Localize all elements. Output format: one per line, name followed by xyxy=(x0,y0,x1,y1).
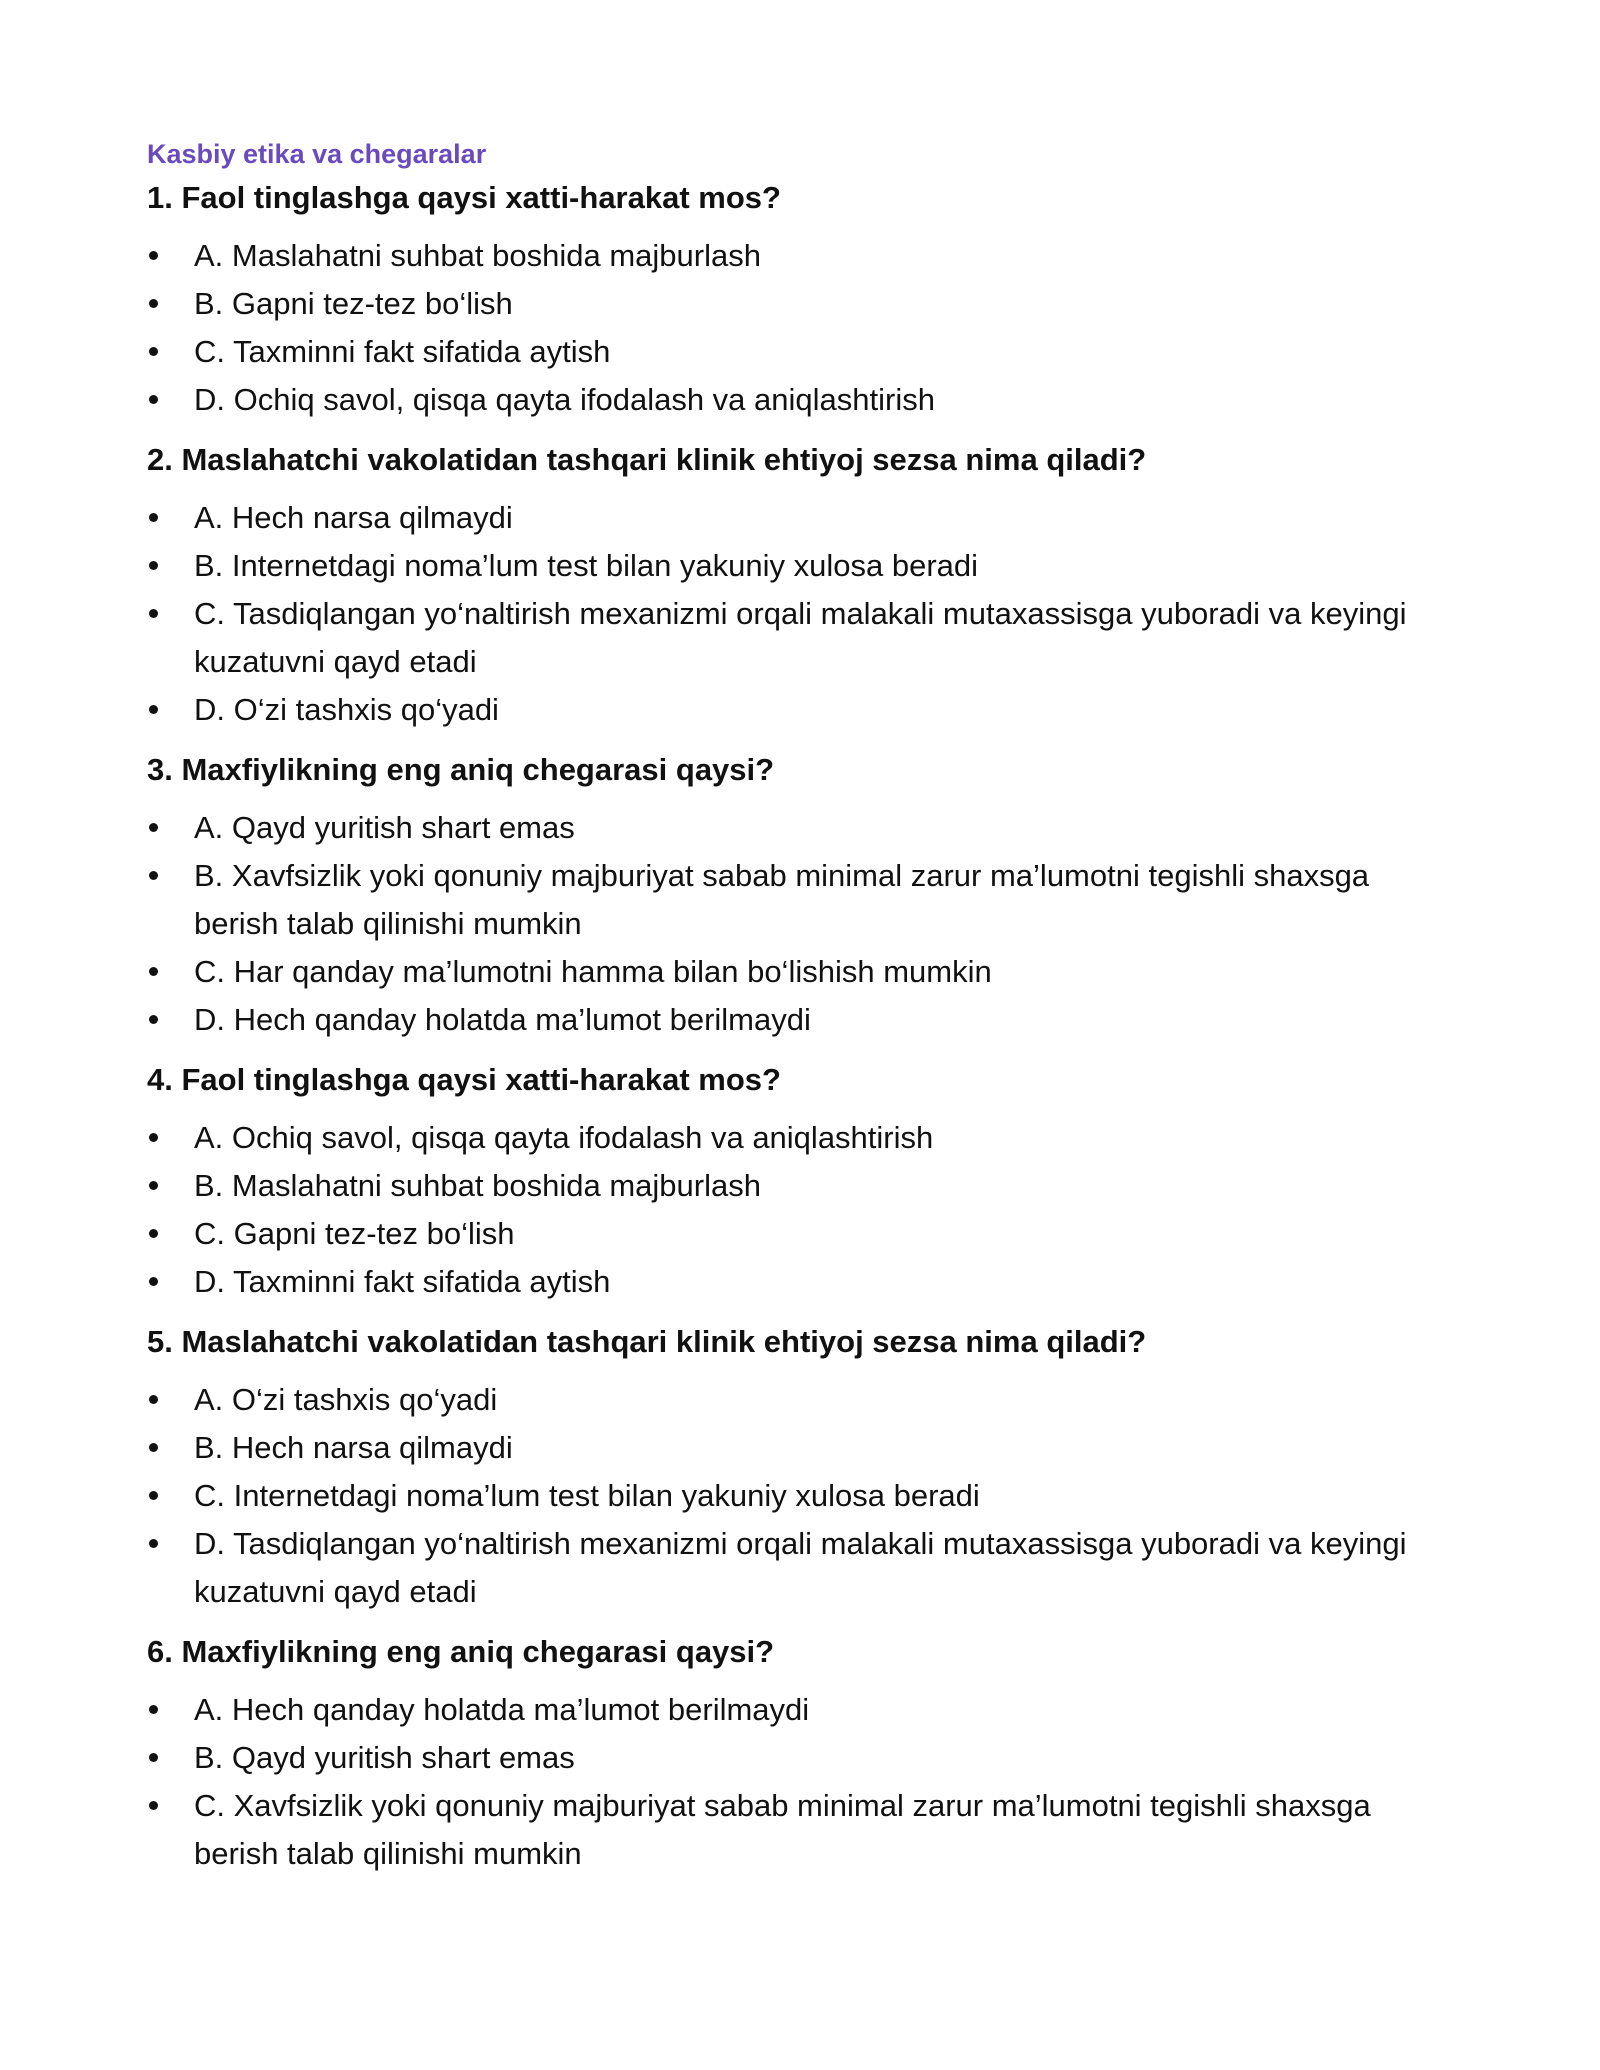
option-item xyxy=(147,1472,1407,1520)
bullet-icon xyxy=(149,347,158,356)
question-block xyxy=(147,750,1407,1044)
bullet-icon xyxy=(149,967,158,976)
question-title: 2. Maslahatchi vakolatidan tashqari klinik ehtiyoj sezsa nima qiladi? xyxy=(147,442,1147,477)
bullet-icon xyxy=(149,1705,158,1714)
question-title: 1. Faol tinglashga qaysi xatti-harakat mos? xyxy=(147,180,781,215)
question-block xyxy=(147,1060,1407,1306)
option-text: C. Taxminni fakt sifatida aytish xyxy=(194,334,611,369)
bullet-icon xyxy=(149,299,158,308)
option-item xyxy=(147,948,1407,996)
option-text: D. Ochiq savol, qisqa qayta ifodalash va aniqlashtirish xyxy=(194,382,935,417)
option-text: B. Qayd yuritish shart emas xyxy=(194,1740,575,1775)
option-text: C. Internetdagi noma’lum test bilan yakuniy xulosa beradi xyxy=(194,1478,980,1513)
option-text: A. Qayd yuritish shart emas xyxy=(194,810,575,845)
option-item xyxy=(147,1686,1407,1734)
option-item xyxy=(147,328,1407,376)
option-text: B. Hech narsa qilmaydi xyxy=(194,1430,513,1465)
option-text: B. Gapni tez-tez bo‘lish xyxy=(194,286,513,321)
option-text: D. Hech qanday holatda ma’lumot berilmaydi xyxy=(194,1002,811,1037)
bullet-icon xyxy=(149,1539,158,1548)
bullet-icon xyxy=(149,1229,158,1238)
bullet-icon xyxy=(149,1277,158,1286)
option-item xyxy=(147,1520,1407,1616)
option-text: C. Har qanday ma’lumotni hamma bilan bo‘lishish mumkin xyxy=(194,954,992,989)
bullet-icon xyxy=(149,513,158,522)
option-list xyxy=(147,232,1407,424)
option-list xyxy=(147,1376,1407,1616)
question-title: 3. Maxfiylikning eng aniq chegarasi qaysi? xyxy=(147,752,775,787)
option-item xyxy=(147,542,1407,590)
bullet-icon xyxy=(149,1753,158,1762)
option-text: B. Xavfsizlik yoki qonuniy majburiyat sabab minimal zarur ma’lumotni tegishli shaxsga berish talab qilinishi mumkin xyxy=(194,858,1370,941)
bullet-icon xyxy=(149,1395,158,1404)
option-text: C. Gapni tez-tez bo‘lish xyxy=(194,1216,515,1251)
option-item xyxy=(147,686,1407,734)
option-item xyxy=(147,1424,1407,1472)
option-text: C. Xavfsizlik yoki qonuniy majburiyat sabab minimal zarur ma’lumotni tegishli shaxsga berish talab qilinishi mumkin xyxy=(194,1788,1371,1871)
option-text: B. Internetdagi noma’lum test bilan yakuniy xulosa beradi xyxy=(194,548,979,583)
question-title: 4. Faol tinglashga qaysi xatti-harakat mos? xyxy=(147,1062,781,1097)
question-title: 6. Maxfiylikning eng aniq chegarasi qaysi? xyxy=(147,1634,775,1669)
bullet-icon xyxy=(149,1801,158,1810)
option-item xyxy=(147,280,1407,328)
option-item xyxy=(147,1258,1407,1306)
bullet-icon xyxy=(149,1133,158,1142)
option-text: A. Hech qanday holatda ma’lumot berilmaydi xyxy=(194,1692,810,1727)
option-text: A. Ochiq savol, qisqa qayta ifodalash va aniqlashtirish xyxy=(194,1120,934,1155)
question-list xyxy=(147,178,1407,1878)
bullet-icon xyxy=(149,395,158,404)
option-item xyxy=(147,1782,1407,1878)
option-text: D. O‘zi tashxis qo‘yadi xyxy=(194,692,499,727)
question-block xyxy=(147,1632,1407,1878)
document-page xyxy=(147,136,1407,1894)
option-item xyxy=(147,590,1407,686)
option-item xyxy=(147,1114,1407,1162)
option-item xyxy=(147,376,1407,424)
option-item xyxy=(147,804,1407,852)
option-list xyxy=(147,1114,1407,1306)
option-text: C. Tasdiqlangan yo‘naltirish mexanizmi orqali malakali mutaxassisga yuboradi va keyingi kuzatuvni qayd etadi xyxy=(194,596,1407,679)
option-item xyxy=(147,1734,1407,1782)
bullet-icon xyxy=(149,1491,158,1500)
section-heading: Kasbiy etika va chegaralar xyxy=(147,139,487,169)
bullet-icon xyxy=(149,1181,158,1190)
option-item xyxy=(147,1210,1407,1258)
option-list xyxy=(147,804,1407,1044)
option-text: A. O‘zi tashxis qo‘yadi xyxy=(194,1382,498,1417)
option-item xyxy=(147,1162,1407,1210)
bullet-icon xyxy=(149,561,158,570)
option-text: D. Tasdiqlangan yo‘naltirish mexanizmi orqali malakali mutaxassisga yuboradi va keyingi kuzatuvni qayd etadi xyxy=(194,1526,1407,1609)
question-block xyxy=(147,1322,1407,1616)
option-text: A. Maslahatni suhbat boshida majburlash xyxy=(194,238,761,273)
option-item xyxy=(147,996,1407,1044)
question-block xyxy=(147,440,1407,734)
question-title: 5. Maslahatchi vakolatidan tashqari klinik ehtiyoj sezsa nima qiladi? xyxy=(147,1324,1147,1359)
option-item xyxy=(147,1376,1407,1424)
bullet-icon xyxy=(149,871,158,880)
bullet-icon xyxy=(149,251,158,260)
question-block xyxy=(147,178,1407,424)
option-list xyxy=(147,494,1407,734)
option-text: D. Taxminni fakt sifatida aytish xyxy=(194,1264,611,1299)
bullet-icon xyxy=(149,1015,158,1024)
option-item xyxy=(147,852,1407,948)
bullet-icon xyxy=(149,609,158,618)
bullet-icon xyxy=(149,705,158,714)
bullet-icon xyxy=(149,823,158,832)
bullet-icon xyxy=(149,1443,158,1452)
option-text: B. Maslahatni suhbat boshida majburlash xyxy=(194,1168,761,1203)
option-item xyxy=(147,494,1407,542)
option-list xyxy=(147,1686,1407,1878)
option-item xyxy=(147,232,1407,280)
option-text: A. Hech narsa qilmaydi xyxy=(194,500,513,535)
